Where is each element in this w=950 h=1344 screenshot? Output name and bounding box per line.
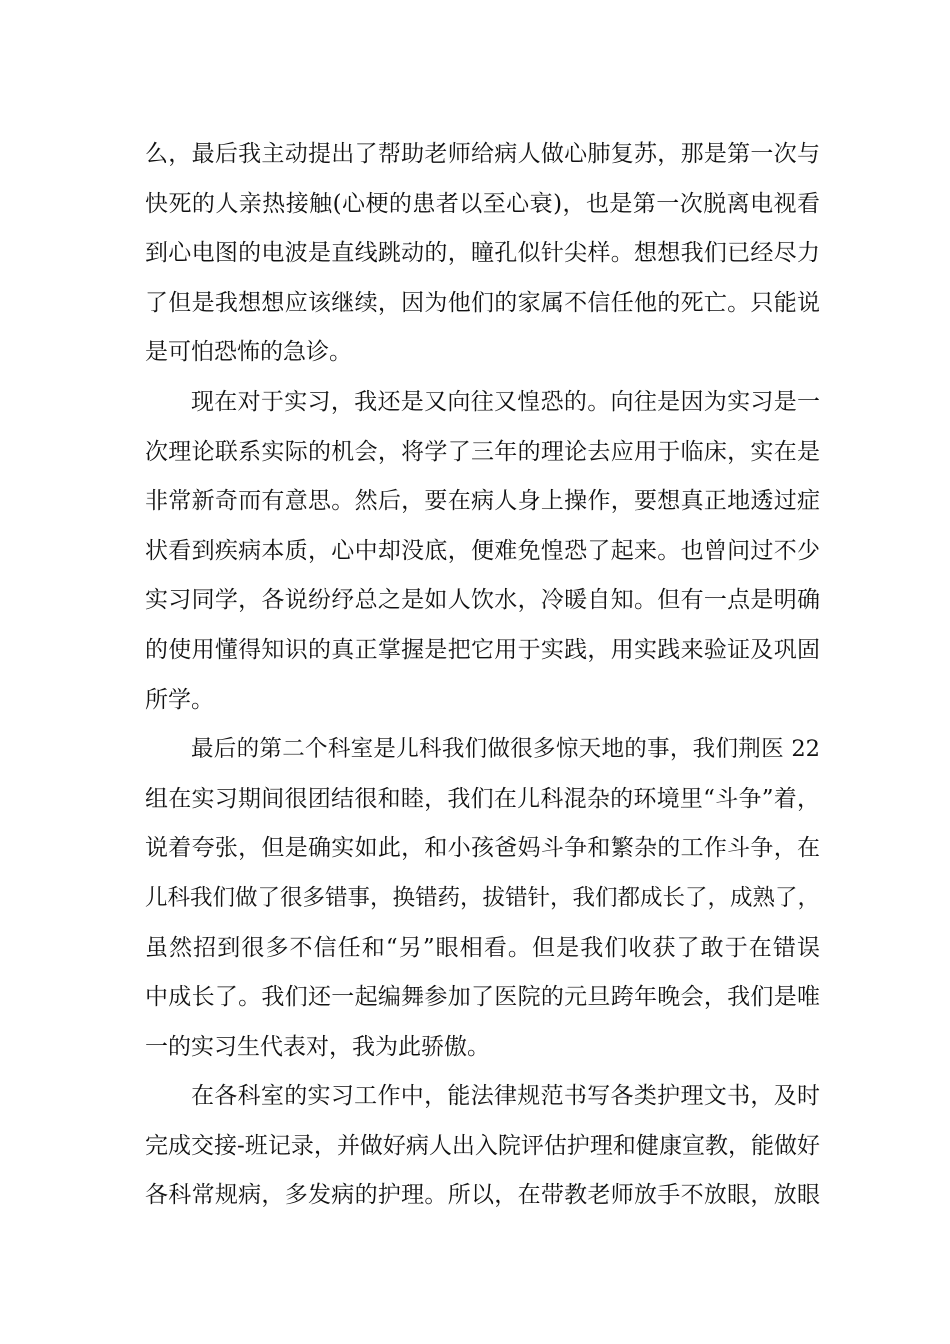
text-line: 么，最后我主动提出了帮助老师给病人做心肺复苏，那是第一次与 <box>145 141 820 167</box>
text-line: 完成交接-班记录，并做好病人出入院评估护理和健康宣教，能做好 <box>145 1132 820 1159</box>
text-line: 了但是我想想应该继续，因为他们的家属不信任他的死亡。只能说 <box>145 289 820 316</box>
text-line: 最后的第二个科室是儿科我们做很多惊天地的事，我们荆医 22 <box>191 736 820 763</box>
text-line: 到心电图的电波是直线跳动的，瞳孔似针尖样。想想我们已经尽力 <box>145 240 820 267</box>
text-line: 快死的人亲热接触(心梗的患者以至心衰)，也是第一次脱离电视看 <box>145 190 820 217</box>
text-line: 说着夸张，但是确实如此，和小孩爸妈斗争和繁杂的工作斗争，在 <box>145 835 820 862</box>
text-line: 组在实习期间很团结很和睦，我们在儿科混杂的环境里“斗争”着， <box>145 785 820 812</box>
text-line: 非常新奇而有意思。然后，要在病人身上操作，要想真正地透过症 <box>145 488 820 515</box>
text-line: 状看到疾病本质，心中却没底，便难免惶恐了起来。也曾问过不少 <box>145 537 820 564</box>
text-line: 所学。 <box>145 686 214 713</box>
document-body <box>145 130 820 1221</box>
text-line: 在各科室的实习工作中，能法律规范书写各类护理文书，及时 <box>191 1083 820 1110</box>
text-line: 的使用懂得知识的真正掌握是把它用于实践，用实践来验证及巩固 <box>145 636 820 663</box>
text-line: 一的实习生代表对，我为此骄傲。 <box>145 1033 490 1060</box>
text-line: 是可怕恐怖的急诊。 <box>145 339 352 366</box>
text-line: 中成长了。我们还一起编舞参加了医院的元旦跨年晚会，我们是唯 <box>145 984 820 1011</box>
text-line: 现在对于实习，我还是又向往又惶恐的。向往是因为实习是一 <box>191 388 820 415</box>
text-line: 各科常规病，多发病的护理。所以，在带教老师放手不放眼，放眼 <box>145 1182 820 1209</box>
text-line: 次理论联系实际的机会，将学了三年的理论去应用于临床，实在是 <box>145 438 820 465</box>
text-line: 儿科我们做了很多错事，换错药，拔错针，我们都成长了，成熟了， <box>145 884 821 911</box>
text-line: 实习同学，各说纷纾总之是如人饮水，冷暖自知。但有一点是明确 <box>145 587 820 614</box>
text-line: 虽然招到很多不信任和“另”眼相看。但是我们收获了敢于在错误 <box>145 934 820 961</box>
